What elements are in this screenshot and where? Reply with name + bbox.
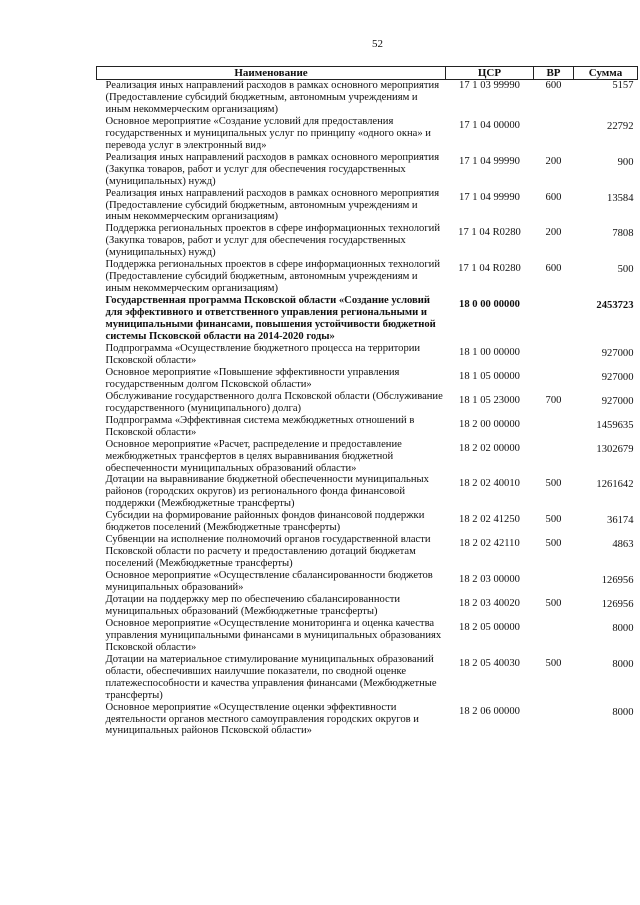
sum-cell: 500	[617, 264, 634, 276]
vr-cell: 700	[545, 394, 562, 406]
table-row	[97, 188, 638, 224]
table-row	[97, 618, 638, 654]
name-cell: Обслуживание государственного долга Псковской области (Обслуживание государственного (муниципального) долга)	[105, 390, 443, 414]
table-row	[97, 391, 638, 415]
sum-cell: 7808	[612, 228, 634, 240]
vr-cell	[534, 415, 574, 439]
name-cell: Подпрограмма «Осуществление бюджетного процесса на территории Псковской области»	[105, 342, 421, 366]
vr-cell: 600	[545, 80, 562, 91]
csr-cell: 18 1 05 00000	[459, 370, 520, 382]
table-row	[97, 415, 638, 439]
vr-cell	[534, 570, 574, 594]
page-number: 52	[372, 38, 383, 50]
vr-cell: 500	[545, 657, 562, 669]
name-cell: Подпрограмма «Эффективная система межбюджетных отношений в Псковской области»	[105, 414, 415, 438]
sum-cell: 2453723	[596, 300, 634, 312]
csr-cell: 18 2 03 00000	[459, 574, 520, 586]
table-row	[97, 152, 638, 188]
sum-cell: 1302679	[596, 443, 634, 455]
name-cell: Реализация иных направлений расходов в рамках основного мероприятия (Предоставление субсидий бюджетным, автономным учреждениям и иным некоммерческим организациям)	[105, 80, 440, 115]
name-cell: Поддержка региональных проектов в сфере информационных технологий (Закупка товаров, работ и услуг для обеспечения государственных (муниципальных) нужд)	[105, 223, 441, 259]
sum-cell: 8000	[612, 658, 634, 670]
table-row	[97, 80, 638, 116]
csr-cell: 18 2 02 00000	[459, 442, 520, 454]
table-row	[97, 439, 638, 475]
vr-cell: 200	[545, 155, 562, 167]
name-cell: Субсидии на формирование районных фондов финансовой поддержки бюджетов поселений (Межбюджетные трансферты)	[105, 510, 425, 534]
sum-cell: 126956	[601, 598, 634, 610]
vr-cell	[534, 116, 574, 152]
vr-cell	[534, 702, 574, 738]
name-cell: Основное мероприятие «Осуществление оценки эффективности деятельности органов местного самоуправления городских округов и муниципальных районов Псковской области»	[105, 701, 419, 737]
header-vr: ВР	[534, 67, 574, 80]
csr-cell: 18 1 05 23000	[459, 394, 520, 406]
sum-cell: 900	[617, 156, 634, 168]
sum-cell: 8000	[612, 622, 634, 634]
sum-cell: 5157	[612, 80, 634, 91]
budget-table	[96, 66, 638, 737]
header-csr: ЦСР	[446, 67, 534, 80]
name-cell: Основное мероприятие «Повышение эффективности управления государственным долгом Псковской области»	[105, 366, 400, 390]
table-row	[97, 594, 638, 618]
csr-cell: 17 1 04 00000	[459, 119, 520, 131]
name-cell: Дотации на поддержку мер по обеспечению сбалансированности муниципальных образований (Межбюджетные трансферты)	[105, 593, 401, 617]
table-row	[97, 510, 638, 534]
csr-cell: 18 2 05 40030	[459, 657, 520, 669]
vr-cell: 500	[545, 478, 562, 490]
table-row	[97, 223, 638, 259]
name-cell: Субвенции на исполнение полномочий органов государственной власти Псковской области по расчету и предоставлению дотаций бюджетам поселений (Межбюджетные трансферты)	[105, 534, 431, 570]
table-header-row	[97, 67, 638, 80]
vr-cell	[534, 295, 574, 343]
sum-cell: 126956	[601, 575, 634, 587]
csr-cell: 17 1 04 R0280	[458, 263, 521, 275]
csr-cell: 18 2 02 42110	[459, 538, 520, 550]
csr-cell: 17 1 04 99990	[459, 191, 520, 203]
sum-cell: 927000	[601, 395, 634, 407]
table-row	[97, 295, 638, 343]
vr-cell: 600	[545, 191, 562, 203]
csr-cell: 18 0 00 00000	[459, 299, 520, 311]
sum-cell: 13584	[607, 192, 634, 204]
name-cell: Основное мероприятие «Создание условий для предоставления государственных и муниципальных услуг по принципу «одного окна» и перевода услуг в электронный вид»	[105, 115, 431, 151]
csr-cell: 17 1 04 99990	[459, 155, 520, 167]
sum-cell: 927000	[601, 347, 634, 359]
csr-cell: 18 2 00 00000	[459, 418, 520, 430]
vr-cell: 200	[545, 227, 562, 239]
sum-cell: 4863	[612, 539, 634, 551]
csr-cell: 17 1 03 99990	[459, 80, 520, 91]
name-cell: Государственная программа Псковской области «Создание условий для эффективного и ответственного управления региональными и муниципальными финансами, повышения устойчивости бюджетной системы Псковской области на 2014-2020 годы»	[105, 295, 436, 343]
table-row	[97, 570, 638, 594]
csr-cell: 18 1 00 00000	[459, 346, 520, 358]
table-row	[97, 343, 638, 367]
table-row	[97, 259, 638, 295]
csr-cell: 17 1 04 R0280	[458, 227, 521, 239]
vr-cell	[534, 343, 574, 367]
name-cell: Поддержка региональных проектов в сфере информационных технологий (Предоставление субсидий бюджетным, автономным учреждениям и иным некоммерческим организациям)	[105, 259, 441, 295]
vr-cell	[534, 618, 574, 654]
csr-cell: 18 2 03 40020	[459, 597, 520, 609]
table-row	[97, 534, 638, 570]
csr-cell: 18 2 02 41250	[459, 514, 520, 526]
table-body	[97, 80, 638, 738]
name-cell: Дотации на выравнивание бюджетной обеспеченности муниципальных районов (городских округов) из регионального фонда финансовой поддержки (Межбюджетные трансферты)	[105, 474, 429, 510]
name-cell: Реализация иных направлений расходов в рамках основного мероприятия (Закупка товаров, работ и услуг для обеспечения государственных (муниципальных) нужд)	[105, 151, 440, 187]
name-cell: Основное мероприятие «Осуществление сбалансированности бюджетов муниципальных образований»	[105, 570, 433, 594]
name-cell: Основное мероприятие «Расчет, распределение и предоставление межбюджетных трансфертов в целях выравнивания бюджетной обеспеченности муниципальных образований области»	[105, 438, 402, 474]
vr-cell: 500	[545, 538, 562, 550]
name-cell: Основное мероприятие «Осуществление мониторинга и оценка качества управления муниципальными финансами в муниципальных образованиях Псковской области»	[105, 617, 442, 653]
csr-cell: 18 2 05 00000	[459, 621, 520, 633]
vr-cell: 500	[545, 597, 562, 609]
vr-cell	[534, 367, 574, 391]
table-row	[97, 702, 638, 738]
vr-cell: 600	[545, 263, 562, 275]
csr-cell: 18 2 06 00000	[459, 705, 520, 717]
header-name: Наименование	[97, 67, 446, 80]
vr-cell: 500	[545, 514, 562, 526]
sum-cell: 8000	[612, 706, 634, 718]
sum-cell: 1261642	[596, 479, 634, 491]
sum-cell: 927000	[601, 371, 634, 383]
sum-cell: 36174	[607, 515, 634, 527]
table-row	[97, 116, 638, 152]
table-row	[97, 654, 638, 702]
vr-cell	[534, 439, 574, 475]
name-cell: Реализация иных направлений расходов в рамках основного мероприятия (Предоставление субсидий бюджетным, автономным учреждениям и иным некоммерческим организациям)	[105, 187, 440, 223]
header-sum: Сумма	[574, 67, 638, 80]
name-cell: Дотации на материальное стимулирование муниципальных образований области, обеспечивших наилучшие показатели, по сводной оценке платежеспособности и качества управления финансами (Межбюджетные трансферты)	[105, 653, 437, 701]
sum-cell: 1459635	[596, 419, 634, 431]
csr-cell: 18 2 02 40010	[459, 478, 520, 490]
sum-cell: 22792	[607, 120, 634, 132]
table-row	[97, 367, 638, 391]
table-row	[97, 474, 638, 510]
